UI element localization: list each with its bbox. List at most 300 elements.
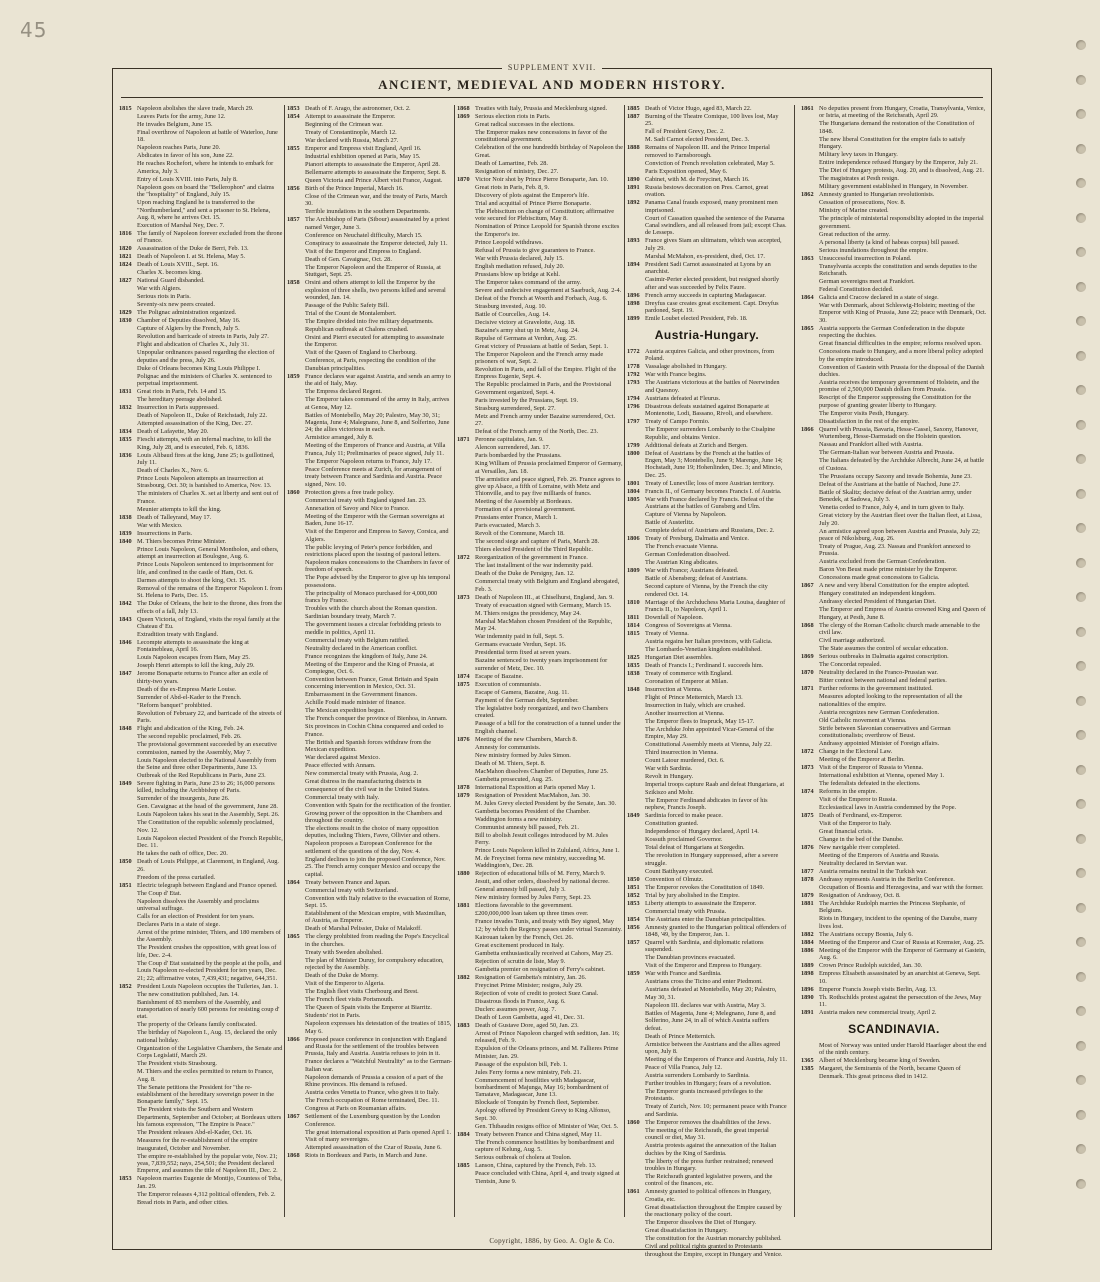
entry-year: 1806 xyxy=(627,535,640,543)
entry-year: 1843 xyxy=(119,615,132,623)
entry-year: 1859 xyxy=(287,372,300,380)
chronology-entry xyxy=(457,279,623,286)
entry-year: 1876 xyxy=(801,843,814,851)
entry-year xyxy=(119,1068,137,1083)
chronology-entry xyxy=(801,828,987,835)
entry-event: Leaves Paris for the army, June 12. xyxy=(137,113,226,120)
entry-year: 1853 xyxy=(119,1175,132,1183)
entry-year: 1859 xyxy=(627,970,640,978)
entry-event: Napoleon demands of Prussia a cession of a part of the Rhine provinces. His demand is refused. xyxy=(305,1073,444,1089)
chronology-entry xyxy=(119,420,283,427)
entry-year xyxy=(287,980,305,987)
chronology-entry xyxy=(627,215,787,237)
entry-event: Independence of Hungary declared, April 14. xyxy=(645,828,759,836)
chronology-entry xyxy=(119,577,283,584)
entry-year: 1884 xyxy=(801,938,814,946)
chronology-entry xyxy=(627,160,787,167)
chronology-entry xyxy=(457,546,623,553)
chronology-entry xyxy=(457,436,623,443)
entry-year xyxy=(119,890,137,897)
entry-event: The elections result in the choice of many opposition deputies, including Thiers, Favre, Ollivier and others. xyxy=(305,824,440,840)
entry-event: Conviction of French revolution celebrated, May 5. xyxy=(645,159,775,167)
entry-year xyxy=(287,1097,305,1104)
chronology-entry xyxy=(119,452,283,467)
entry-year: 1865 xyxy=(801,324,814,332)
entry-year xyxy=(801,215,819,230)
entry-year: 1847 xyxy=(119,670,132,678)
chronology-entry xyxy=(457,998,623,1005)
chronology-entry xyxy=(287,739,453,754)
entry-year xyxy=(287,121,305,128)
entry-year xyxy=(627,1064,645,1071)
entry-year: 1866 xyxy=(801,425,814,433)
entry-event: Andrassy appointed Minister of Foreign affairs. xyxy=(819,739,940,747)
chronology-entry xyxy=(287,1113,453,1128)
entry-year: 1860 xyxy=(287,488,300,496)
entry-year xyxy=(627,1158,645,1173)
chronology-entry xyxy=(119,467,283,474)
entry-year xyxy=(801,860,819,867)
entry-event: The Emperor surrenders Lombardy to the Cisalpine Republic, and obtains Venice. xyxy=(645,426,776,441)
entry-event: Passage of the expulsion bill, Feb. 1. xyxy=(475,1060,568,1068)
entry-event: New ministry formed by Jules Ferry, Sept. 23. xyxy=(475,894,592,902)
entry-event: English mediation refused, July 20. xyxy=(475,262,565,270)
entry-year: 1816 xyxy=(119,230,132,238)
entry-event: Venetia ceded to France, July 4, and in turn given to Italy. xyxy=(819,504,965,512)
chronology-entry xyxy=(457,530,623,537)
chronology-entry xyxy=(119,898,283,913)
entry-event: Jerome Bonaparte returns to France after an exile of thirty-two years. xyxy=(137,670,269,685)
chronology-entry xyxy=(801,441,987,448)
entry-event: Banishment of 83 members of the Assembly, and transportation of nearly 600 persons for resisting coup d' etat. xyxy=(137,998,280,1021)
entry-event: Sardinian boundary treaty, March 7. xyxy=(305,613,396,621)
chronology-entry xyxy=(801,590,987,597)
entry-event: Albert of Mecklenburg became king of Sweden. xyxy=(819,1057,941,1065)
entry-event: Conference, at Paris, respecting the condition of the Danubian principalities. xyxy=(305,357,436,372)
entry-year: 1870 xyxy=(801,669,814,677)
entry-year: 1850 xyxy=(627,875,640,883)
entry-year: 1874 xyxy=(457,672,470,680)
entry-year xyxy=(119,160,137,175)
entry-year xyxy=(457,562,475,569)
entry-event: Terrible inundations in the southern Departments. xyxy=(305,208,431,216)
chronology-entry xyxy=(801,1042,987,1057)
entry-year xyxy=(627,773,645,780)
chronology-entry xyxy=(627,418,787,425)
entry-event: Nomination of Prince Leopold for Spanish throne excites the Emperor's ire. xyxy=(475,223,620,238)
chronology-entry xyxy=(457,673,623,680)
entry-event: Great reduction of the army. xyxy=(819,230,891,238)
binding-hole xyxy=(1076,558,1086,568)
entry-event: The French conquer the province of Bienhoa, in Annam. xyxy=(305,715,448,723)
chronology-entry xyxy=(457,966,623,973)
entry-event: Treaty with Sweden abolished. xyxy=(305,948,383,956)
entry-event: The constitution for the Austrian monarchy published. xyxy=(645,1235,782,1243)
entry-event: Thiers elected President of the Third Republic. xyxy=(475,546,593,554)
entry-year xyxy=(119,184,137,199)
chronology-entry xyxy=(457,1030,623,1045)
chronology-entry xyxy=(801,748,987,755)
entry-year xyxy=(119,121,137,128)
entry-year xyxy=(801,661,819,668)
chronology-entry xyxy=(287,856,453,878)
chronology-entry xyxy=(457,121,623,128)
entry-event: Defeat of the French army of the North, Dec. 23. xyxy=(475,428,599,436)
chronology-entry xyxy=(287,121,453,128)
chronology-entry xyxy=(801,892,987,899)
chronology-entry xyxy=(457,287,623,294)
entry-event: Kairouan taken by the French, Oct. 26. xyxy=(475,933,574,941)
entry-event: Bitter contest between national and federal parties. xyxy=(819,677,947,685)
entry-event: Unpopular ordinances passed regarding the election of deputies and the press, July 26. xyxy=(137,349,275,364)
entry-year xyxy=(457,1077,475,1099)
entry-year xyxy=(457,522,475,529)
entry-event: Napoleon dissolves the Assembly and proclaims universal suffrage. xyxy=(137,897,259,912)
entry-event: Occupation of Bosnia and Herzegovina, and war with the former. xyxy=(819,883,984,891)
entry-year: 1839 xyxy=(119,529,132,537)
entry-event: Establishment of the Mexican empire, with Maximilian, of Austria, as Emperor. xyxy=(305,910,447,925)
entry-year xyxy=(457,208,475,223)
entry-year: 1884 xyxy=(457,1130,470,1138)
entry-event: Dreyfus case creates great excitement. Capt. Dreyfus pardoned, Sept. 19. xyxy=(645,299,779,315)
entry-year xyxy=(457,657,475,672)
entry-year xyxy=(287,153,305,160)
entry-year xyxy=(287,256,305,263)
entry-year xyxy=(801,566,819,573)
chronology-entry xyxy=(457,562,623,569)
entry-year xyxy=(457,129,475,144)
chronology-entry xyxy=(627,567,787,574)
chronology-entry xyxy=(627,986,787,1001)
entry-year xyxy=(287,707,305,714)
chronology-entry xyxy=(287,676,453,691)
entry-event: Paris invested by the Prussians, Sept. 19. xyxy=(475,396,579,404)
entry-year: 1877 xyxy=(801,867,814,875)
entry-event: The Coup d' Etat sustained by the people at the polls, and Louis Napoleon re-elected President for ten years, Dec. 21; 22; affirmative votes, 7,439,431; negative, 644,351. xyxy=(137,959,282,982)
entry-year xyxy=(801,804,819,811)
entry-event: Death of Gustave Dore, aged 50, Jan. 23. xyxy=(475,1021,579,1029)
chronology-entry xyxy=(119,538,283,545)
chronology-entry xyxy=(801,558,987,565)
chronology-entry xyxy=(287,637,453,644)
entry-year xyxy=(801,441,819,448)
entry-year xyxy=(287,310,305,317)
entry-event: Serious riots in Paris. xyxy=(137,293,191,301)
chronology-entry xyxy=(457,1139,623,1154)
entry-year xyxy=(457,966,475,973)
entry-year xyxy=(627,1033,645,1040)
entry-year xyxy=(457,942,475,949)
entry-year: 1800 xyxy=(627,449,640,457)
chronology-entry xyxy=(801,105,987,120)
entry-event: Gambetta becomes President of the Chamber. xyxy=(475,807,591,815)
entry-year xyxy=(627,702,645,709)
chronology-entry xyxy=(627,876,787,883)
binding-hole xyxy=(1076,1110,1086,1120)
entry-year: 1815 xyxy=(627,629,640,637)
entry-event: "Reform banquet" prohibited. xyxy=(137,701,212,709)
chronology-entry xyxy=(801,1057,987,1064)
entry-year xyxy=(801,590,819,597)
entry-year xyxy=(627,844,645,851)
entry-year: 1880 xyxy=(457,870,470,878)
entry-year xyxy=(627,1002,645,1009)
entry-event: Gambetta prosecuted, Aug. 25. xyxy=(475,775,553,783)
entry-event: The property of the Orleans family confiscated. xyxy=(137,1021,257,1029)
entry-year xyxy=(457,776,475,783)
entry-year xyxy=(119,1129,137,1136)
entry-year: 1848 xyxy=(119,725,132,733)
entry-year xyxy=(801,410,819,417)
chronology-entry xyxy=(119,285,283,292)
chronology-entry xyxy=(119,811,283,818)
entry-year xyxy=(287,349,305,356)
entry-event: Constitution granted. xyxy=(645,820,699,828)
entry-event: Francis II., of Germany becomes Francis I. of Austria. xyxy=(645,487,782,495)
entry-year: 1811 xyxy=(627,613,640,621)
entry-year: 1882 xyxy=(801,930,814,938)
entry-year xyxy=(287,1105,305,1112)
entry-event: The plan of Minister Duruy, for compulsory education, rejected by the Assembly. xyxy=(305,956,444,972)
chronology-entry xyxy=(287,887,453,894)
entry-event: Trial and acquittal of Prince Pierre Bonaparte. xyxy=(475,199,592,207)
entry-event: The magistrates at Pesth resign. xyxy=(819,175,899,183)
chronology-entry xyxy=(119,795,283,802)
entry-year xyxy=(119,199,137,221)
entry-event: The Austrians occupy Bosnia, July 6. xyxy=(819,930,913,938)
entry-event: War with France begins. xyxy=(645,371,707,379)
entry-year xyxy=(457,855,475,870)
entry-event: The Austrians victorious at the battles of Neerwinden and Quesnoy. xyxy=(645,379,780,394)
binding-hole xyxy=(1076,730,1086,740)
entry-event: Bread riots in Paris, and other cities. xyxy=(137,1198,229,1206)
entry-year: 1879 xyxy=(801,891,814,899)
chronology-entry xyxy=(457,522,623,529)
entry-event: Ecclesiastical laws in Austria condemned by the Pope. xyxy=(819,803,957,811)
chronology-entry xyxy=(457,602,623,609)
binding-hole xyxy=(1076,903,1086,913)
entry-event: Defeat of Austrians by the French at the battles of Engen, May 3; Montebello, June 9; Marengo, June 14; Hochstadt, June 19; Hohenlinden, Dec. 3; and Mincio, Dec. 25. xyxy=(645,449,783,479)
entry-event: Rejection of educational bills of M. Ferry, March 9. xyxy=(475,870,606,878)
entry-event: Marriage of the Archduchess Maria Louisa, daughter of Francis II., to Napoleon, April 1. xyxy=(645,598,786,613)
entry-event: Death of Napoleon III., at Chiselhurst, England, Jan. 9. xyxy=(475,593,614,601)
entry-year xyxy=(801,504,819,511)
entry-event: Measures adopted looking to the representation of all the nationalities of the empire. xyxy=(819,693,963,708)
chronology-entry xyxy=(627,820,787,827)
entry-event: Bill to abolish Jesuit colleges introduced by M. Jules Ferry. xyxy=(475,831,609,846)
chronology-entry xyxy=(801,582,987,589)
chronology-entry xyxy=(287,661,453,676)
entry-year xyxy=(119,333,137,340)
entry-event: Armistice arranged, July 8. xyxy=(305,434,374,442)
chronology-entry xyxy=(119,1068,283,1083)
entry-event: Surrender of the insurgents, June 26. xyxy=(137,795,230,803)
entry-year xyxy=(119,285,137,292)
chronology-entry xyxy=(627,924,787,939)
entry-event: Upon reaching England he is transferred to the "Northumberland," and sent a prisoner to St. Helena, Aug. 8, where he arrives Oct. 15. xyxy=(137,199,271,222)
chronology-entry xyxy=(457,263,623,270)
entry-event: The Emperor Napoleon and the French army made prisoners of war, Sept. 2. xyxy=(475,350,604,366)
entry-year xyxy=(801,558,819,565)
chronology-entry xyxy=(801,207,987,214)
entry-year xyxy=(287,605,305,612)
entry-event: Cessation of prosecutions, Nov. 8. xyxy=(819,199,906,207)
chronology-entry xyxy=(287,208,453,215)
entry-event: Congress at Paris on Roumanian affairs. xyxy=(305,1105,407,1113)
entry-year xyxy=(801,709,819,716)
entry-year xyxy=(119,1029,137,1044)
chronology-entry xyxy=(627,599,787,614)
entry-year: 1804 xyxy=(627,487,640,495)
entry-event: New ministry formed by Jules Simon. xyxy=(475,751,571,759)
entry-year xyxy=(627,1219,645,1226)
entry-year xyxy=(119,490,137,505)
entry-event: £200,000,000 loan taken up three times over. xyxy=(475,910,589,918)
entry-event: Revolution and barricade of streets in Paris, July 27. xyxy=(137,333,269,341)
chronology-entry xyxy=(287,264,453,279)
entry-event: M. Jules Grevy elected President by the Senate, Jan. 30. xyxy=(475,799,617,807)
chronology-entry xyxy=(457,381,623,396)
entry-year xyxy=(627,828,645,835)
chronology-entry xyxy=(801,278,987,285)
entry-event: Peace Conference meets at Zurich, for arrangement of treaty between France and Sardinia and Austria. Peace signed, Nov. 10. xyxy=(305,465,443,488)
chronology-entry xyxy=(457,657,623,672)
entry-event: Neutrality declared in Servian war. xyxy=(819,859,907,867)
entry-year xyxy=(287,645,305,652)
entry-event: Passage of a bill for the construction of a tunnel under the English channel. xyxy=(475,720,621,735)
chronology-entry xyxy=(627,1188,787,1203)
entry-event: Austria recognizes new German Confederation. xyxy=(819,708,940,716)
chronology-entry xyxy=(457,950,623,957)
entry-year xyxy=(287,910,305,925)
binding-hole xyxy=(1076,592,1086,602)
chronology-entry xyxy=(627,575,787,582)
entry-event: War with Algiers. xyxy=(137,285,182,293)
binding-hole xyxy=(1076,109,1086,119)
entry-event: Proposed peace conference in conjunction with England and Russia for the settlement of the troubles between Prussia, Italy and Austria. Austria refuses to join in it. xyxy=(305,1035,447,1058)
entry-year xyxy=(119,467,137,474)
chronology-entry xyxy=(627,916,787,923)
entry-event: Great financial crisis. xyxy=(819,827,874,835)
chronology-entry xyxy=(119,428,283,435)
entry-event: Reorganization of the government in France. xyxy=(475,554,588,562)
entry-event: Austria remains neutral in the Turkish war. xyxy=(819,867,927,875)
entry-year: 1874 xyxy=(801,787,814,795)
entry-event: Rejection of vote of credit to protect Suez Canal. xyxy=(475,989,599,997)
entry-event: Formation of a provisional government. xyxy=(475,506,576,514)
column-france-1 xyxy=(119,105,283,1217)
supplement-label: SUPPLEMENT XVII. xyxy=(113,63,991,72)
chronology-entry xyxy=(801,481,987,488)
chronology-entry xyxy=(287,621,453,636)
entry-year xyxy=(627,749,645,756)
chronology-entry xyxy=(119,654,283,661)
entry-year xyxy=(457,247,475,254)
chronology-entry xyxy=(801,294,987,301)
entry-year xyxy=(287,715,305,722)
entry-event: Treaty of Zurich, Nov. 10; permanent peace with France and Sardinia. xyxy=(645,1103,787,1118)
entry-event: Discovery of plots against the Emperor's life. xyxy=(475,191,589,199)
entry-event: Attempted assassination of the King, Dec. 27. xyxy=(137,420,253,428)
entry-year: 1842 xyxy=(119,600,132,608)
chronology-entry xyxy=(119,309,283,316)
chronology-entry xyxy=(119,506,283,513)
entry-year xyxy=(627,836,645,843)
entry-year xyxy=(287,1058,305,1073)
entry-year: 1793 xyxy=(627,379,640,387)
entry-year xyxy=(119,733,137,740)
entry-event: Disastrous floods in France, Aug. 6. xyxy=(475,997,566,1005)
entry-event: Beginning of the Crimean war. xyxy=(305,121,383,128)
entry-event: Military levy taxes in Hungary. xyxy=(819,151,898,159)
chronology-entry xyxy=(457,697,623,704)
chronology-entry xyxy=(801,939,987,946)
chronology-entry xyxy=(457,736,623,743)
entry-event: Empress Elisabeth assassinated by an anarchist at Geneva, Sept. 10. xyxy=(819,970,981,985)
entry-year xyxy=(457,578,475,593)
entry-year xyxy=(627,527,645,534)
chronology-entry xyxy=(287,216,453,231)
chronology-entry xyxy=(627,726,787,741)
entry-event: Change in the bed of the Danube. xyxy=(819,835,904,843)
entry-event: Peace effected with Annam. xyxy=(305,762,376,770)
chronology-entry xyxy=(801,215,987,230)
entry-year: 1840 xyxy=(119,537,132,545)
entry-event: Napoleon expresses his detestation of the treaties of 1815, May 6. xyxy=(305,1020,452,1035)
chronology-entry xyxy=(457,982,623,989)
chronology-entry xyxy=(119,662,283,669)
entry-event: Resignation of Gambetta's ministry, Jan. 26. xyxy=(475,973,587,981)
entry-event: Gambetta enthusiastically received at Cahors, May 25. xyxy=(475,949,613,957)
chronology-entry xyxy=(627,1064,787,1071)
entry-year: 1385 xyxy=(801,1065,814,1073)
chronology-entry xyxy=(457,808,623,815)
binding-hole xyxy=(1076,75,1086,85)
entry-year: 1881 xyxy=(457,902,470,910)
entry-event: Meeting of the Emperors of France and Austria, at Villa Franca, July 11; Preliminaries of peace signed, July 11. xyxy=(305,442,446,457)
entry-year xyxy=(627,426,645,441)
entry-year xyxy=(627,1173,645,1188)
entry-event: Louis Napoleon elected to the National Assembly from the Seine and three other Departments, June 13. xyxy=(137,756,277,771)
entry-year xyxy=(627,1041,645,1056)
chronology-entry xyxy=(627,718,787,725)
entry-event: Escape of Bazaine. xyxy=(475,672,524,680)
entry-event: Treaty of Luneville; loss of more Austrian territory. xyxy=(645,479,775,487)
chronology-entry xyxy=(801,239,987,246)
chronology-entry xyxy=(287,770,453,777)
entry-year xyxy=(119,898,137,913)
chronology-entry xyxy=(457,295,623,302)
chronology-entry xyxy=(457,902,623,909)
entry-event: Flight and abdication of Charles X., July 31. xyxy=(137,341,249,349)
chronology-entry xyxy=(287,279,453,301)
entry-event: Protection gives a free trade policy. xyxy=(305,488,395,496)
chronology-entry xyxy=(119,1084,283,1106)
entry-year xyxy=(457,816,475,823)
chronology-entry xyxy=(287,326,453,333)
chronology-entry xyxy=(801,151,987,158)
entry-event: He reaches Rochefort, where he intends to embark for America, July 3. xyxy=(137,160,274,175)
entry-event: Th. Rothschilds protest against the persecution of the Jews, May 11. xyxy=(819,993,982,1008)
entry-year: 1882 xyxy=(457,973,470,981)
entry-year: 1883 xyxy=(457,1021,470,1029)
entry-event: Margaret, the Semiramis of the North, became Queen of Denmark. This great princess died in 1412. xyxy=(819,1065,961,1080)
entry-year xyxy=(119,913,137,920)
entry-event: The liberty of the press further restrained; renewed troubles in Hungary. xyxy=(645,1157,774,1173)
entry-event: War declared against Mexico. xyxy=(305,754,381,762)
chronology-entry xyxy=(457,255,623,262)
chronology-entry xyxy=(287,559,453,574)
